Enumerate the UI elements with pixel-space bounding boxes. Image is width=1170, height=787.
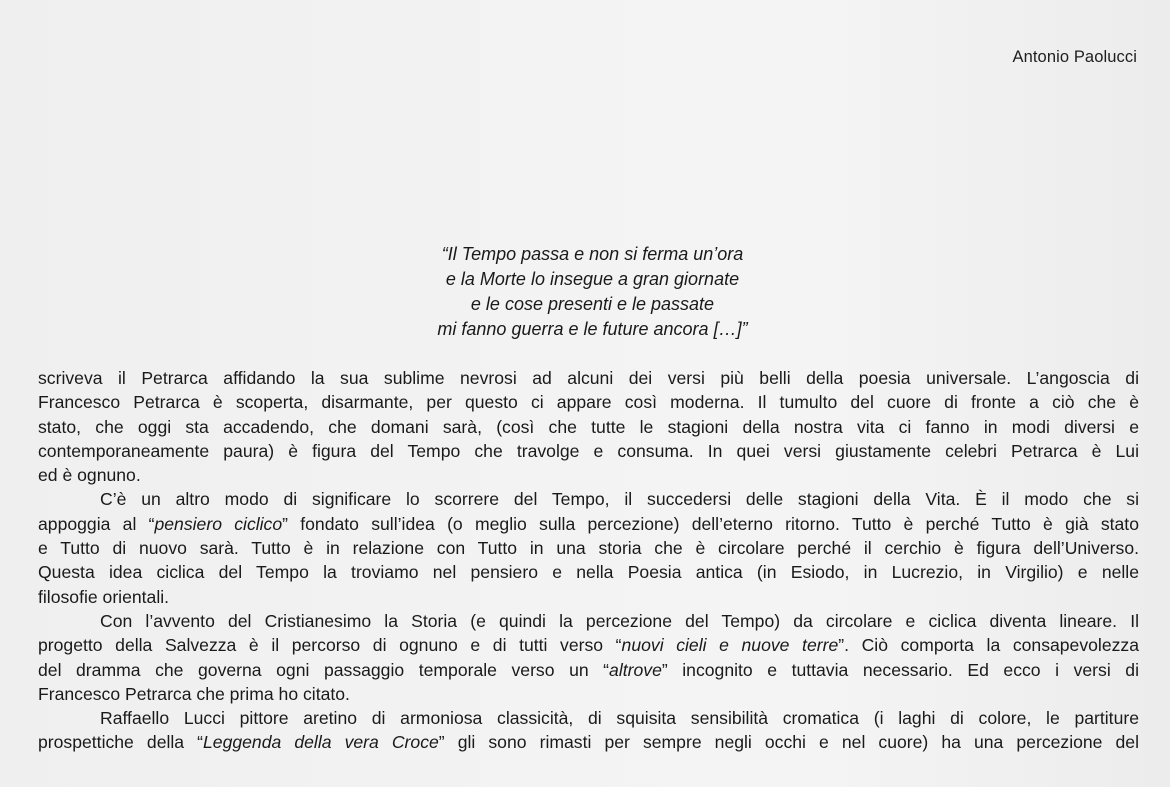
text-segment: appoggia al “	[38, 513, 155, 534]
text-segment: ” incognito e tuttavia necessario. Ed ecco i versi di	[661, 659, 1139, 680]
text-line	[38, 658, 1139, 682]
text-line: Questa idea ciclica del Tempo la troviamo nel pensiero e nella Poesia antica (in Esiodo, in Lucrezio, in Virgilio) e nelle	[38, 562, 1139, 583]
emphasis-text: nuovi cieli e nuove terre	[621, 635, 839, 656]
text-line: ed è ognuno.	[38, 465, 141, 486]
epigraph-line: “Il Tempo passa e non si ferma un’ora	[441, 244, 744, 264]
paragraph-4	[38, 706, 1139, 755]
text-line: e Tutto di nuovo sarà. Tutto è in relazione con Tutto in una storia che è circolare perché il cerchio è figura dell’Universo.	[38, 538, 1139, 559]
essay-body	[38, 366, 1139, 755]
text-line	[38, 512, 1139, 536]
paragraph-2	[38, 487, 1139, 608]
text-segment: ” gli sono rimasti per sempre negli occhi e nel cuore) ha una percezione del	[438, 732, 1139, 753]
text-segment: progetto della Salvezza è il percorso di ognuno e di tutti verso “	[38, 635, 622, 656]
emphasis-text: Leggenda della vera Croce	[203, 732, 439, 753]
text-line: Con l’avvento del Cristianesimo la Storia (e quindi la percezione del Tempo) da circolare e ciclica diventa lineare. Il	[100, 610, 1139, 631]
paragraph-1	[38, 366, 1139, 487]
text-line: contemporaneamente paura) è figura del Tempo che travolge e consuma. In quei versi giustamente celebri Petrarca è Lui	[38, 440, 1139, 461]
text-line: Francesco Petrarca è scoperta, disarmante, per questo ci appare così moderna. Il tumulto del cuore di fronte a ciò che è	[38, 392, 1139, 413]
text-line: C’è un altro modo di significare lo scorrere del Tempo, il succedersi delle stagioni della Vita. È il modo che si	[100, 489, 1139, 510]
text-segment: ”. Ciò comporta la consapevolezza	[838, 635, 1139, 656]
epigraph-line: e la Morte lo insegue a gran giornate	[445, 269, 740, 289]
text-line	[38, 730, 1139, 754]
text-segment: del dramma che governa ogni passaggio temporale verso un “	[38, 659, 610, 680]
author-name: Antonio Paolucci	[1012, 48, 1137, 66]
epigraph-line: mi fanno guerra e le future ancora […]”	[437, 319, 748, 339]
paragraph-3	[38, 609, 1139, 706]
emphasis-text: altrove	[609, 659, 662, 680]
text-line: Raffaello Lucci pittore aretino di armoniosa classicità, di squisita sensibilità cromatica (i laghi di colore, le partiture	[100, 708, 1139, 729]
emphasis-text: pensiero ciclico	[154, 513, 283, 534]
text-line: Francesco Petrarca che prima ho citato.	[38, 683, 350, 704]
text-segment: prospettiche della “	[38, 732, 203, 753]
text-line: filosofie orientali.	[38, 586, 170, 607]
text-line: scriveva il Petrarca affidando la sua sublime nevrosi ad alcuni dei versi più belli della poesia universale. L’angoscia di	[38, 368, 1139, 388]
text-line	[38, 633, 1139, 657]
text-line: stato, che oggi sta accadendo, che domani sarà, (così che tutte le stagioni della nostra vita ci fanno in modi diversi e	[38, 416, 1139, 437]
epigraph-quote	[0, 242, 1170, 342]
text-segment: ” fondato sull’idea (o meglio sulla percezione) dell’eterno ritorno. Tutto è perché Tutto è già stato	[282, 513, 1139, 534]
epigraph-line: e le cose presenti e le passate	[470, 294, 715, 314]
